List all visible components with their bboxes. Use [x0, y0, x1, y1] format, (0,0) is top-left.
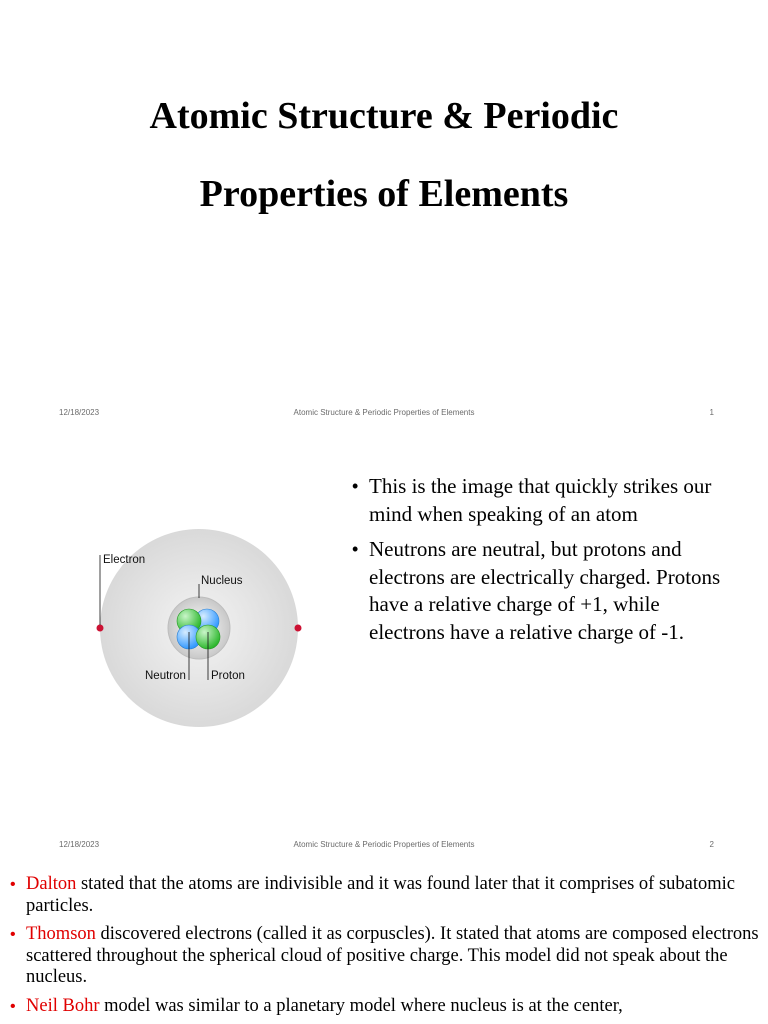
- list-item: [352, 473, 732, 528]
- list-item: [352, 536, 732, 646]
- slide-2: [0, 432, 768, 864]
- scientist-name: Dalton: [26, 874, 77, 894]
- bullet-dot: •: [352, 539, 359, 559]
- slide-3-bullet-list: [10, 874, 760, 1024]
- list-item: [10, 924, 760, 989]
- slide-1: [0, 0, 768, 432]
- bullet-dot: •: [10, 997, 16, 1015]
- slide-3: [0, 864, 768, 1024]
- bullet-dot: •: [10, 876, 16, 893]
- list-item: [10, 874, 760, 917]
- electron-right: [295, 625, 302, 632]
- footer-title: Atomic Structure & Periodic Properties of Elements: [293, 840, 475, 849]
- neutron-label: Neutron: [145, 670, 186, 682]
- bullet-text: This is the image that quickly strikes our mind when speaking of an atom: [369, 474, 712, 526]
- proton-label: Proton: [211, 670, 245, 682]
- bullet-dot: •: [10, 926, 16, 943]
- footer-page-number: 2: [709, 840, 714, 849]
- footer-date: 12/18/2023: [59, 408, 100, 417]
- bullet-text: Neutrons are neutral, but protons and electrons are electrically charged. Protons have a relative charge of +1, while electrons have a relative charge of -1.: [369, 537, 721, 644]
- slide-title-line-1: Atomic Structure & Periodic: [149, 95, 619, 137]
- slide-2-bullet-list: [352, 473, 732, 654]
- bullet-text: discovered electrons (called it as corpuscles). It stated that atoms are composed electrons scattered throughout the spherical cloud of positive charge. This model did not speak about the nucleus.: [26, 924, 759, 987]
- footer-date: 12/18/2023: [59, 840, 100, 849]
- bullet-dot: •: [352, 476, 359, 496]
- bullet-text: stated that the atoms are indivisible and it was found later that it comprises of subatomic particles.: [26, 874, 736, 916]
- list-item: [10, 996, 760, 1018]
- electron-left: [97, 625, 104, 632]
- electron-label: Electron: [103, 554, 146, 566]
- scientist-name: Neil Bohr: [26, 995, 100, 1016]
- bullet-text: model was similar to a planetary model where nucleus is at the center,: [99, 995, 623, 1016]
- footer-title: Atomic Structure & Periodic Properties of Elements: [293, 408, 475, 417]
- scientist-name: Thomson: [26, 924, 96, 944]
- slide-title-line-2: Properties of Elements: [199, 173, 569, 215]
- footer-page-number: 1: [709, 408, 714, 417]
- nucleus-label: Nucleus: [201, 575, 243, 587]
- atom-diagram: [88, 522, 318, 732]
